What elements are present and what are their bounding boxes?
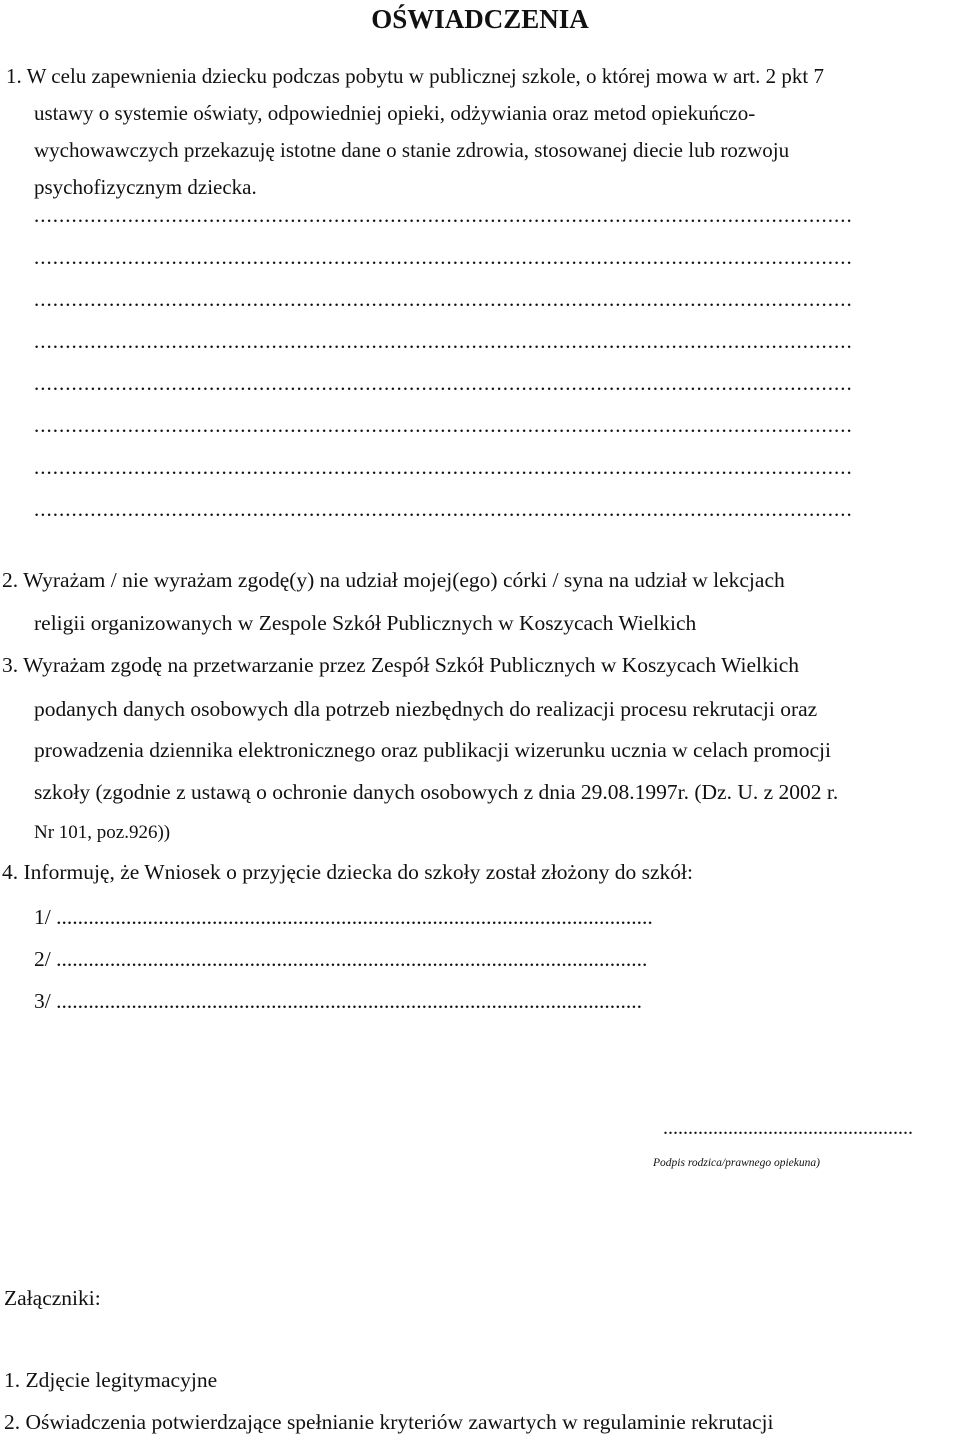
section-2-line-1: 2. Wyrażam / nie wyrażam zgodę(y) na udział mojej(ego) córki / syna na udział w lekcjach (2, 568, 785, 592)
section-1-line-4: psychofizycznym dziecka. (34, 175, 257, 199)
document-title: OŚWIADCZENIA (371, 4, 589, 34)
school-entry-1: 1/ ............................................................................................................... (34, 905, 653, 929)
signature-label: Podpis rodzica/prawnego opiekuna) (653, 1157, 820, 1169)
section-1-line-2: ustawy o systemie oświaty, odpowiedniej opieki, odżywiania oraz metod opiekuńczo- (34, 101, 756, 125)
section-3-line-3: prowadzenia dziennika elektronicznego oraz publikacji wizerunku ucznia w celach promocji (34, 738, 831, 762)
school-entry-2: 2/ .............................................................................................................. (34, 947, 648, 971)
dotted-fill-line: ................................................................................................................................... (34, 413, 853, 437)
section-1-line-3: wychowawczych przekazuję istotne dane o stanie zdrowia, stosowanej diecie lub rozwoju (34, 138, 790, 162)
dotted-fill-line: ................................................................................................................................... (34, 245, 853, 269)
signature-line: .................................................. (663, 1117, 913, 1139)
attachment-item-1: 1. Zdjęcie legitymacyjne (4, 1368, 218, 1392)
section-3-line-1: 3. Wyrażam zgodę na przetwarzanie przez Zespół Szkół Publicznych w Koszycach Wielkich (2, 653, 800, 677)
attachments-heading: Załączniki: (4, 1286, 101, 1310)
dotted-fill-line: ................................................................................................................................... (34, 329, 853, 353)
section-3-line-5: Nr 101, poz.926)) (34, 822, 171, 843)
section-2-line-2: religii organizowanych w Zespole Szkół Publicznych w Koszycach Wielkich (34, 611, 697, 635)
dotted-fill-line: ................................................................................................................................... (34, 455, 853, 479)
section-3-line-2: podanych danych osobowych dla potrzeb niezbędnych do realizacji procesu rekrutacji oraz (34, 697, 818, 721)
dotted-fill-line: ................................................................................................................................... (34, 497, 853, 521)
section-3-line-4: szkoły (zgodnie z ustawą o ochronie danych osobowych z dnia 29.08.1997r. (Dz. U. z 2002 r. (34, 780, 839, 804)
dotted-fill-line: ................................................................................................................................... (34, 371, 853, 395)
section-4-heading: 4. Informuję, że Wniosek o przyjęcie dziecka do szkoły został złożony do szkół: (2, 860, 693, 884)
section-1-line-1: 1. W celu zapewnienia dziecku podczas pobytu w publicznej szkole, o której mowa w art. 2 pkt 7 (6, 64, 824, 88)
dotted-fill-line: ................................................................................................................................... (34, 203, 853, 227)
school-entry-3: 3/ ............................................................................................................. (34, 989, 642, 1013)
attachment-item-2: 2. Oświadczenia potwierdzające spełnianie kryteriów zawartych w regulaminie rekrutacji (4, 1410, 774, 1434)
dotted-fill-line: ................................................................................................................................... (34, 287, 853, 311)
